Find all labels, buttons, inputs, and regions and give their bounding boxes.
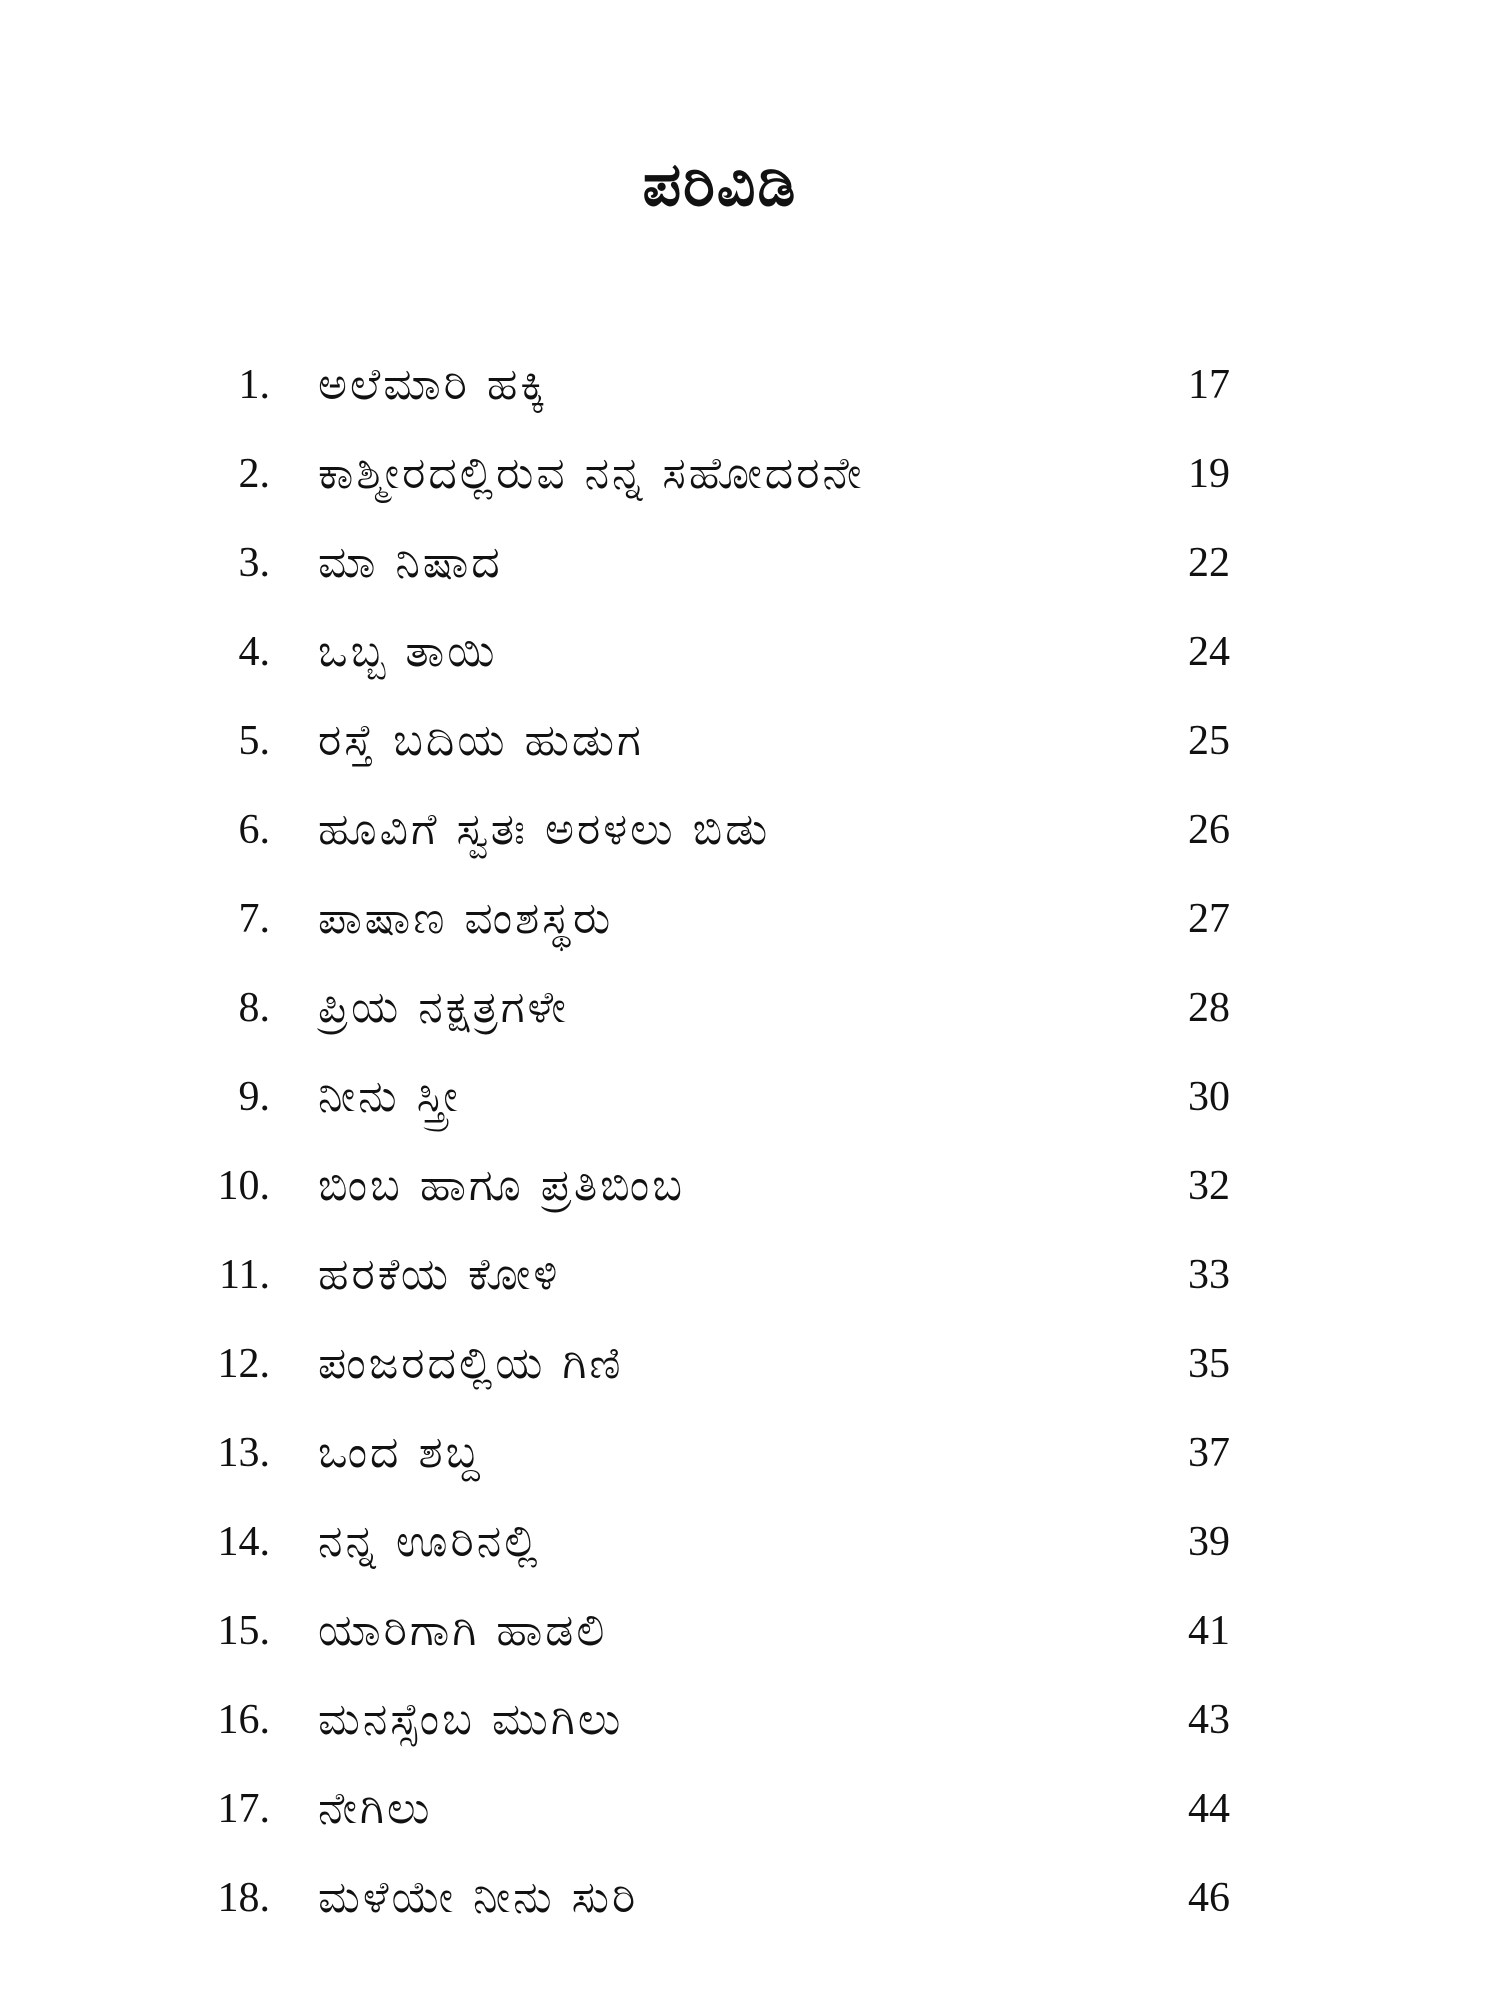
entry-page-number: 41 (1188, 1607, 1230, 1654)
entry-number: 1. (238, 361, 270, 408)
entry-number: 9. (238, 1073, 270, 1120)
toc-row (180, 1764, 1280, 1853)
entry-title: ಪಂಜರದಲ್ಲಿಯ ಗಿಣಿ (318, 1338, 624, 1389)
entry-number: 2. (238, 450, 270, 497)
entry-title: ರಸ್ತೆ ಬದಿಯ ಹುಡುಗ (318, 715, 644, 766)
entry-title: ನನ್ನ ಊರಿನಲ್ಲಿ (318, 1516, 541, 1567)
entry-page-number: 17 (1188, 361, 1230, 408)
toc-row (180, 1497, 1280, 1586)
entry-number: 15. (217, 1607, 270, 1654)
entry-number: 10. (217, 1162, 270, 1209)
entry-title: ಮಳೆಯೇ ನೀನು ಸುರಿ (318, 1872, 639, 1923)
entry-number: 5. (238, 717, 270, 764)
entry-page-number: 22 (1188, 539, 1230, 586)
entry-page-number: 33 (1188, 1251, 1230, 1298)
entry-title: ಹರಕೆಯ ಕೋಳಿ (318, 1249, 561, 1300)
toc-row (180, 696, 1280, 785)
toc-row (180, 518, 1280, 607)
entry-title: ನೀನು ಸ್ತ್ರೀ (318, 1071, 461, 1122)
entry-title: ಪಾಷಾಣ ವಂಶಸ್ಥರು (318, 893, 614, 944)
entry-page-number: 32 (1188, 1162, 1230, 1209)
entry-title: ಕಾಶ್ಮೀರದಲ್ಲಿರುವ ನನ್ನ ಸಹೋದರನೇ (318, 448, 865, 499)
entry-number: 7. (238, 895, 270, 942)
entry-page-number: 26 (1188, 806, 1230, 853)
entry-page-number: 39 (1188, 1518, 1230, 1565)
page-title: ಪರಿವಿಡಿ (642, 150, 798, 220)
entry-page-number: 43 (1188, 1696, 1230, 1743)
toc-row (180, 1675, 1280, 1764)
entry-page-number: 37 (1188, 1429, 1230, 1476)
entry-title: ಮನಸ್ಸೆಂಬ ಮುಗಿಲು (318, 1694, 624, 1745)
entry-number: 3. (238, 539, 270, 586)
entry-number: 18. (217, 1874, 270, 1921)
entry-page-number: 35 (1188, 1340, 1230, 1387)
entry-page-number: 24 (1188, 628, 1230, 675)
toc-row (180, 963, 1280, 1052)
table-of-contents (180, 340, 1280, 1942)
entry-number: 4. (238, 628, 270, 675)
entry-page-number: 44 (1188, 1785, 1230, 1832)
toc-row (180, 1408, 1280, 1497)
entry-title: ಒಂದ ಶಬ್ದ (318, 1427, 483, 1478)
entry-title: ಅಲೆಮಾರಿ ಹಕ್ಕಿ (318, 359, 549, 410)
entry-number: 14. (217, 1518, 270, 1565)
entry-page-number: 19 (1188, 450, 1230, 497)
entry-page-number: 27 (1188, 895, 1230, 942)
entry-number: 12. (217, 1340, 270, 1387)
entry-title: ಯಾರಿಗಾಗಿ ಹಾಡಲಿ (318, 1605, 608, 1656)
toc-row (180, 1230, 1280, 1319)
entry-number: 8. (238, 984, 270, 1031)
entry-number: 13. (217, 1429, 270, 1476)
entry-title: ಹೂವಿಗೆ ಸ್ವತಃ ಅರಳಲು ಬಿಡು (318, 804, 771, 855)
entry-title: ನೇಗಿಲು (318, 1783, 433, 1834)
entry-page-number: 25 (1188, 717, 1230, 764)
toc-row (180, 1853, 1280, 1942)
entry-title: ಮಾ ನಿಷಾದ (318, 537, 503, 588)
entry-number: 16. (217, 1696, 270, 1743)
toc-row (180, 340, 1280, 429)
entry-title: ಬಿಂಬ ಹಾಗೂ ಪ್ರತಿಬಿಂಬ (318, 1160, 686, 1211)
toc-row (180, 607, 1280, 696)
toc-row (180, 1586, 1280, 1675)
entry-page-number: 28 (1188, 984, 1230, 1031)
entry-number: 17. (217, 1785, 270, 1832)
entry-number: 11. (219, 1251, 270, 1298)
toc-row (180, 1141, 1280, 1230)
toc-row (180, 429, 1280, 518)
toc-row (180, 1319, 1280, 1408)
entry-number: 6. (238, 806, 270, 853)
entry-title: ಪ್ರಿಯ ನಕ್ಷತ್ರಗಳೇ (318, 982, 569, 1033)
toc-row (180, 1052, 1280, 1141)
toc-row (180, 874, 1280, 963)
entry-page-number: 46 (1188, 1874, 1230, 1921)
toc-row (180, 785, 1280, 874)
entry-title: ಒಬ್ಬ ತಾಯಿ (318, 626, 498, 677)
entry-page-number: 30 (1188, 1073, 1230, 1120)
